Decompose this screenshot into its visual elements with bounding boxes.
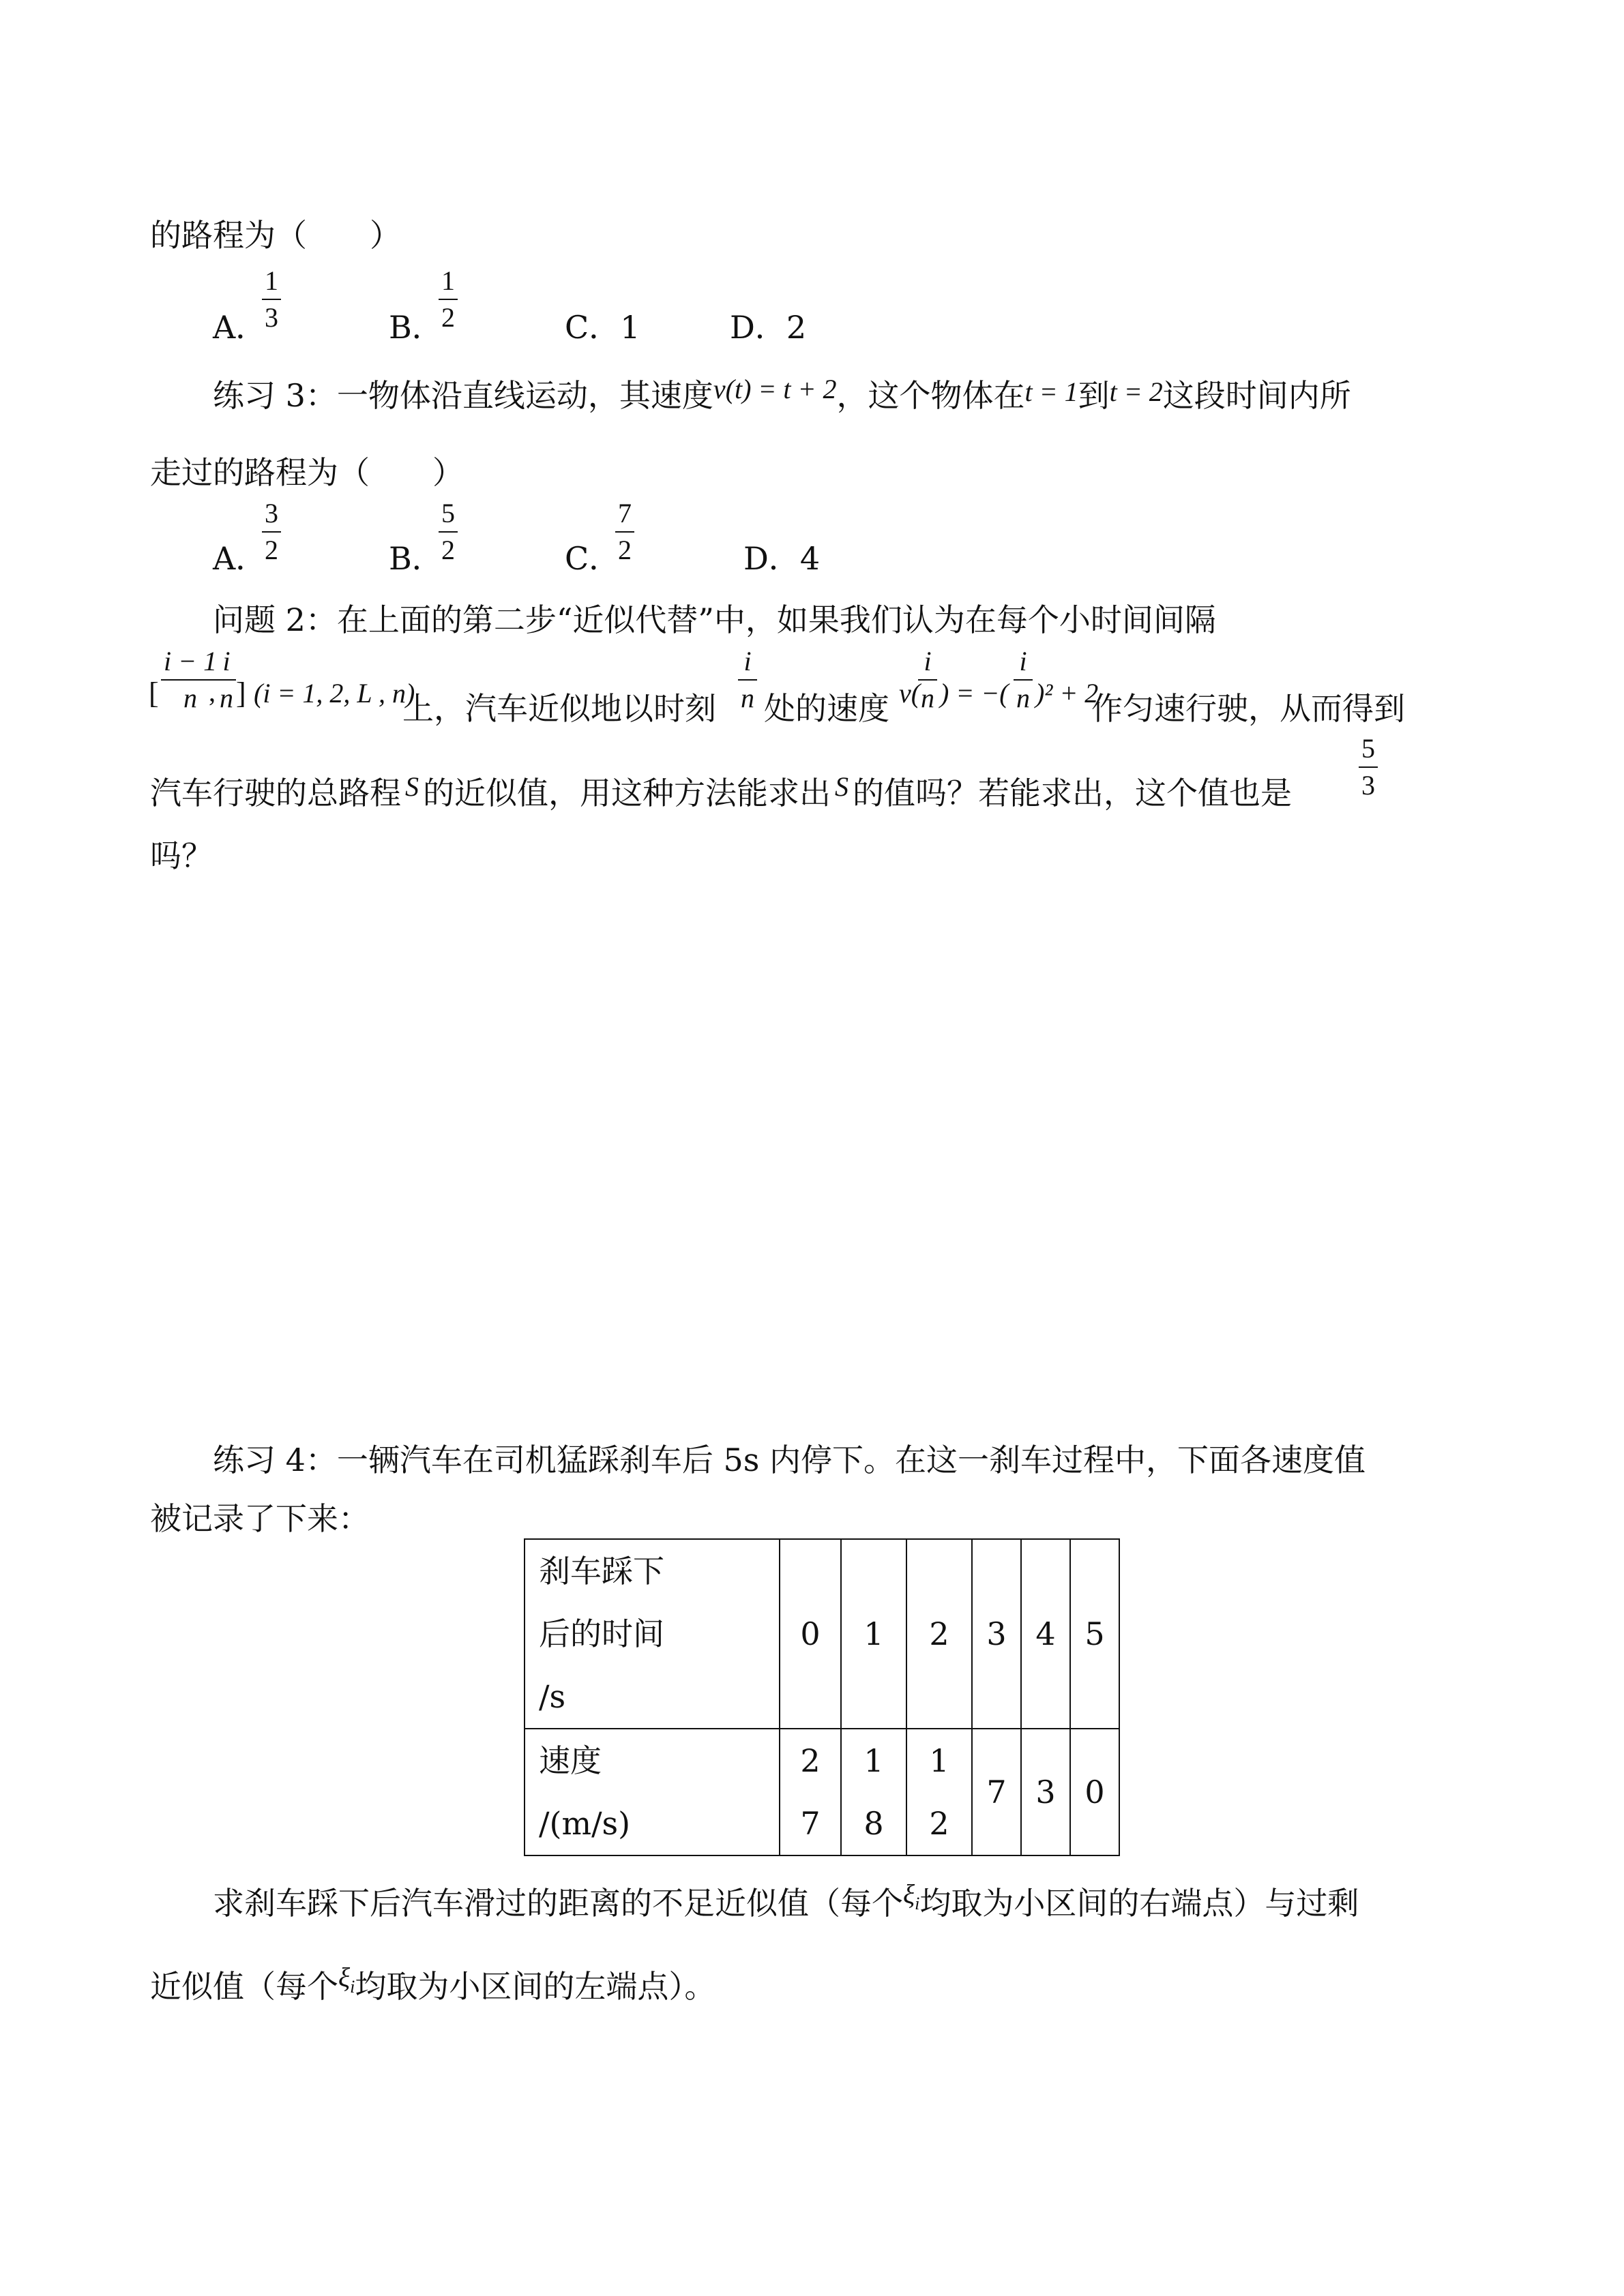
speed-formula-fraction-2: i n — [1014, 648, 1033, 712]
speed-header-cell: 速度 /(m/s) — [525, 1729, 780, 1855]
velocity-formula: v(t) = t + 2 — [713, 374, 837, 404]
time-header-cell: 刹车踩下 后的时间 /s — [525, 1539, 780, 1729]
time-cell: 5 — [1070, 1539, 1119, 1729]
option-b-fraction: 1 2 — [439, 267, 458, 331]
exercise4-question-line2: 近似值（每个$\xi_i$均取为小区间的左端点）。 — [150, 1962, 716, 2005]
speed-cell: 1 8 — [841, 1729, 906, 1855]
t-end: t = 2 — [1109, 376, 1163, 407]
time-cell: 4 — [1021, 1539, 1070, 1729]
interval-comma: , — [209, 676, 216, 707]
interval-right-fraction: i n — [217, 648, 236, 712]
speed-formula-prefix: v( — [899, 678, 921, 709]
speed-formula-fraction: i n — [918, 648, 937, 712]
value-fraction: 5 3 — [1359, 735, 1378, 799]
ex3-option-b: B． — [389, 540, 443, 577]
speed-formula-tail: )² + 2 — [1035, 678, 1099, 709]
exercise4-line1: 练习 4：一辆汽车在司机猛踩刹车后 5s 内停下。在这一刹车过程中，下面各速度值 — [213, 1442, 1366, 1478]
question2-line3: 汽车行驶的总路程 S 的近似值，用这种方法能求出 S 的值吗？若能求出，这个值也是 — [150, 771, 1292, 811]
option-c: C．1 — [565, 309, 640, 346]
ex3-option-b-fraction: 5 2 — [439, 500, 458, 564]
speed-cell: 7 — [972, 1729, 1021, 1855]
exercise3-line2: 走过的路程为（ ） — [150, 454, 464, 491]
time-cell: 0 — [780, 1539, 841, 1729]
ex3-option-d: D．4 — [743, 540, 821, 577]
speed-formula-mid: ) = −( — [940, 678, 1009, 709]
question2-text-b: 处的速度 — [764, 690, 889, 727]
time-cell: 1 — [841, 1539, 906, 1729]
speed-table — [524, 1538, 1120, 1856]
time-cell: 3 — [972, 1539, 1021, 1729]
question2-text-a: 上，汽车近似地以时刻 — [402, 690, 716, 727]
symbol-S: S — [835, 771, 848, 802]
xi-symbol: $\xi_i$ — [338, 1962, 355, 1997]
time-cell: 2 — [906, 1539, 972, 1729]
question2-line4: 吗？ — [150, 837, 213, 874]
interval-open: [ — [149, 676, 159, 710]
interval-close: ] — [236, 676, 246, 710]
option-a-fraction: 1 3 — [262, 267, 281, 331]
ex3-option-a: A． — [213, 540, 267, 577]
ex3-option-a-fraction: 3 2 — [262, 500, 281, 564]
ex3-option-c: C． — [565, 540, 621, 577]
speed-cell: 0 — [1070, 1729, 1119, 1855]
xi-symbol: $\xi_i$ — [903, 1879, 920, 1913]
interval-index: (i = 1, 2, L , n) — [254, 678, 415, 709]
speed-cell: 1 2 — [906, 1729, 972, 1855]
option-b: B． — [389, 309, 443, 346]
speed-cell: 3 — [1021, 1729, 1070, 1855]
symbol-S: S — [405, 771, 419, 802]
t-start: t = 1 — [1024, 376, 1078, 407]
exercise3-line1: 练习 3：一物体沿直线运动，其速度v(t) = t + 2，这个物体在t = 1到t = 2这段时间内所 — [213, 374, 1351, 414]
table-row — [525, 1729, 1119, 1855]
speed-cell: 2 7 — [780, 1729, 841, 1855]
exercise4-question-line1: 求刹车踩下后汽车滑过的距离的不足近似值（每个$\xi_i$均取为小区间的右端点）与过剩 — [213, 1879, 1359, 1922]
interval-left-fraction: i − 1 n — [161, 648, 220, 712]
ex3-option-c-fraction: 7 2 — [615, 500, 634, 564]
prev-question-tail: 的路程为（ ） — [150, 217, 401, 254]
option-a: A． — [213, 309, 267, 346]
question2-text-c: 作匀速行驶，从而得到 — [1091, 690, 1405, 727]
option-d: D．2 — [730, 309, 807, 346]
time-fraction: i n — [738, 648, 757, 712]
question2-line1: 问题 2：在上面的第二步“近似代替”中，如果我们认为在每个小时间间隔 — [213, 601, 1216, 638]
table-row — [525, 1539, 1119, 1729]
exercise4-line2: 被记录了下来： — [150, 1500, 370, 1537]
